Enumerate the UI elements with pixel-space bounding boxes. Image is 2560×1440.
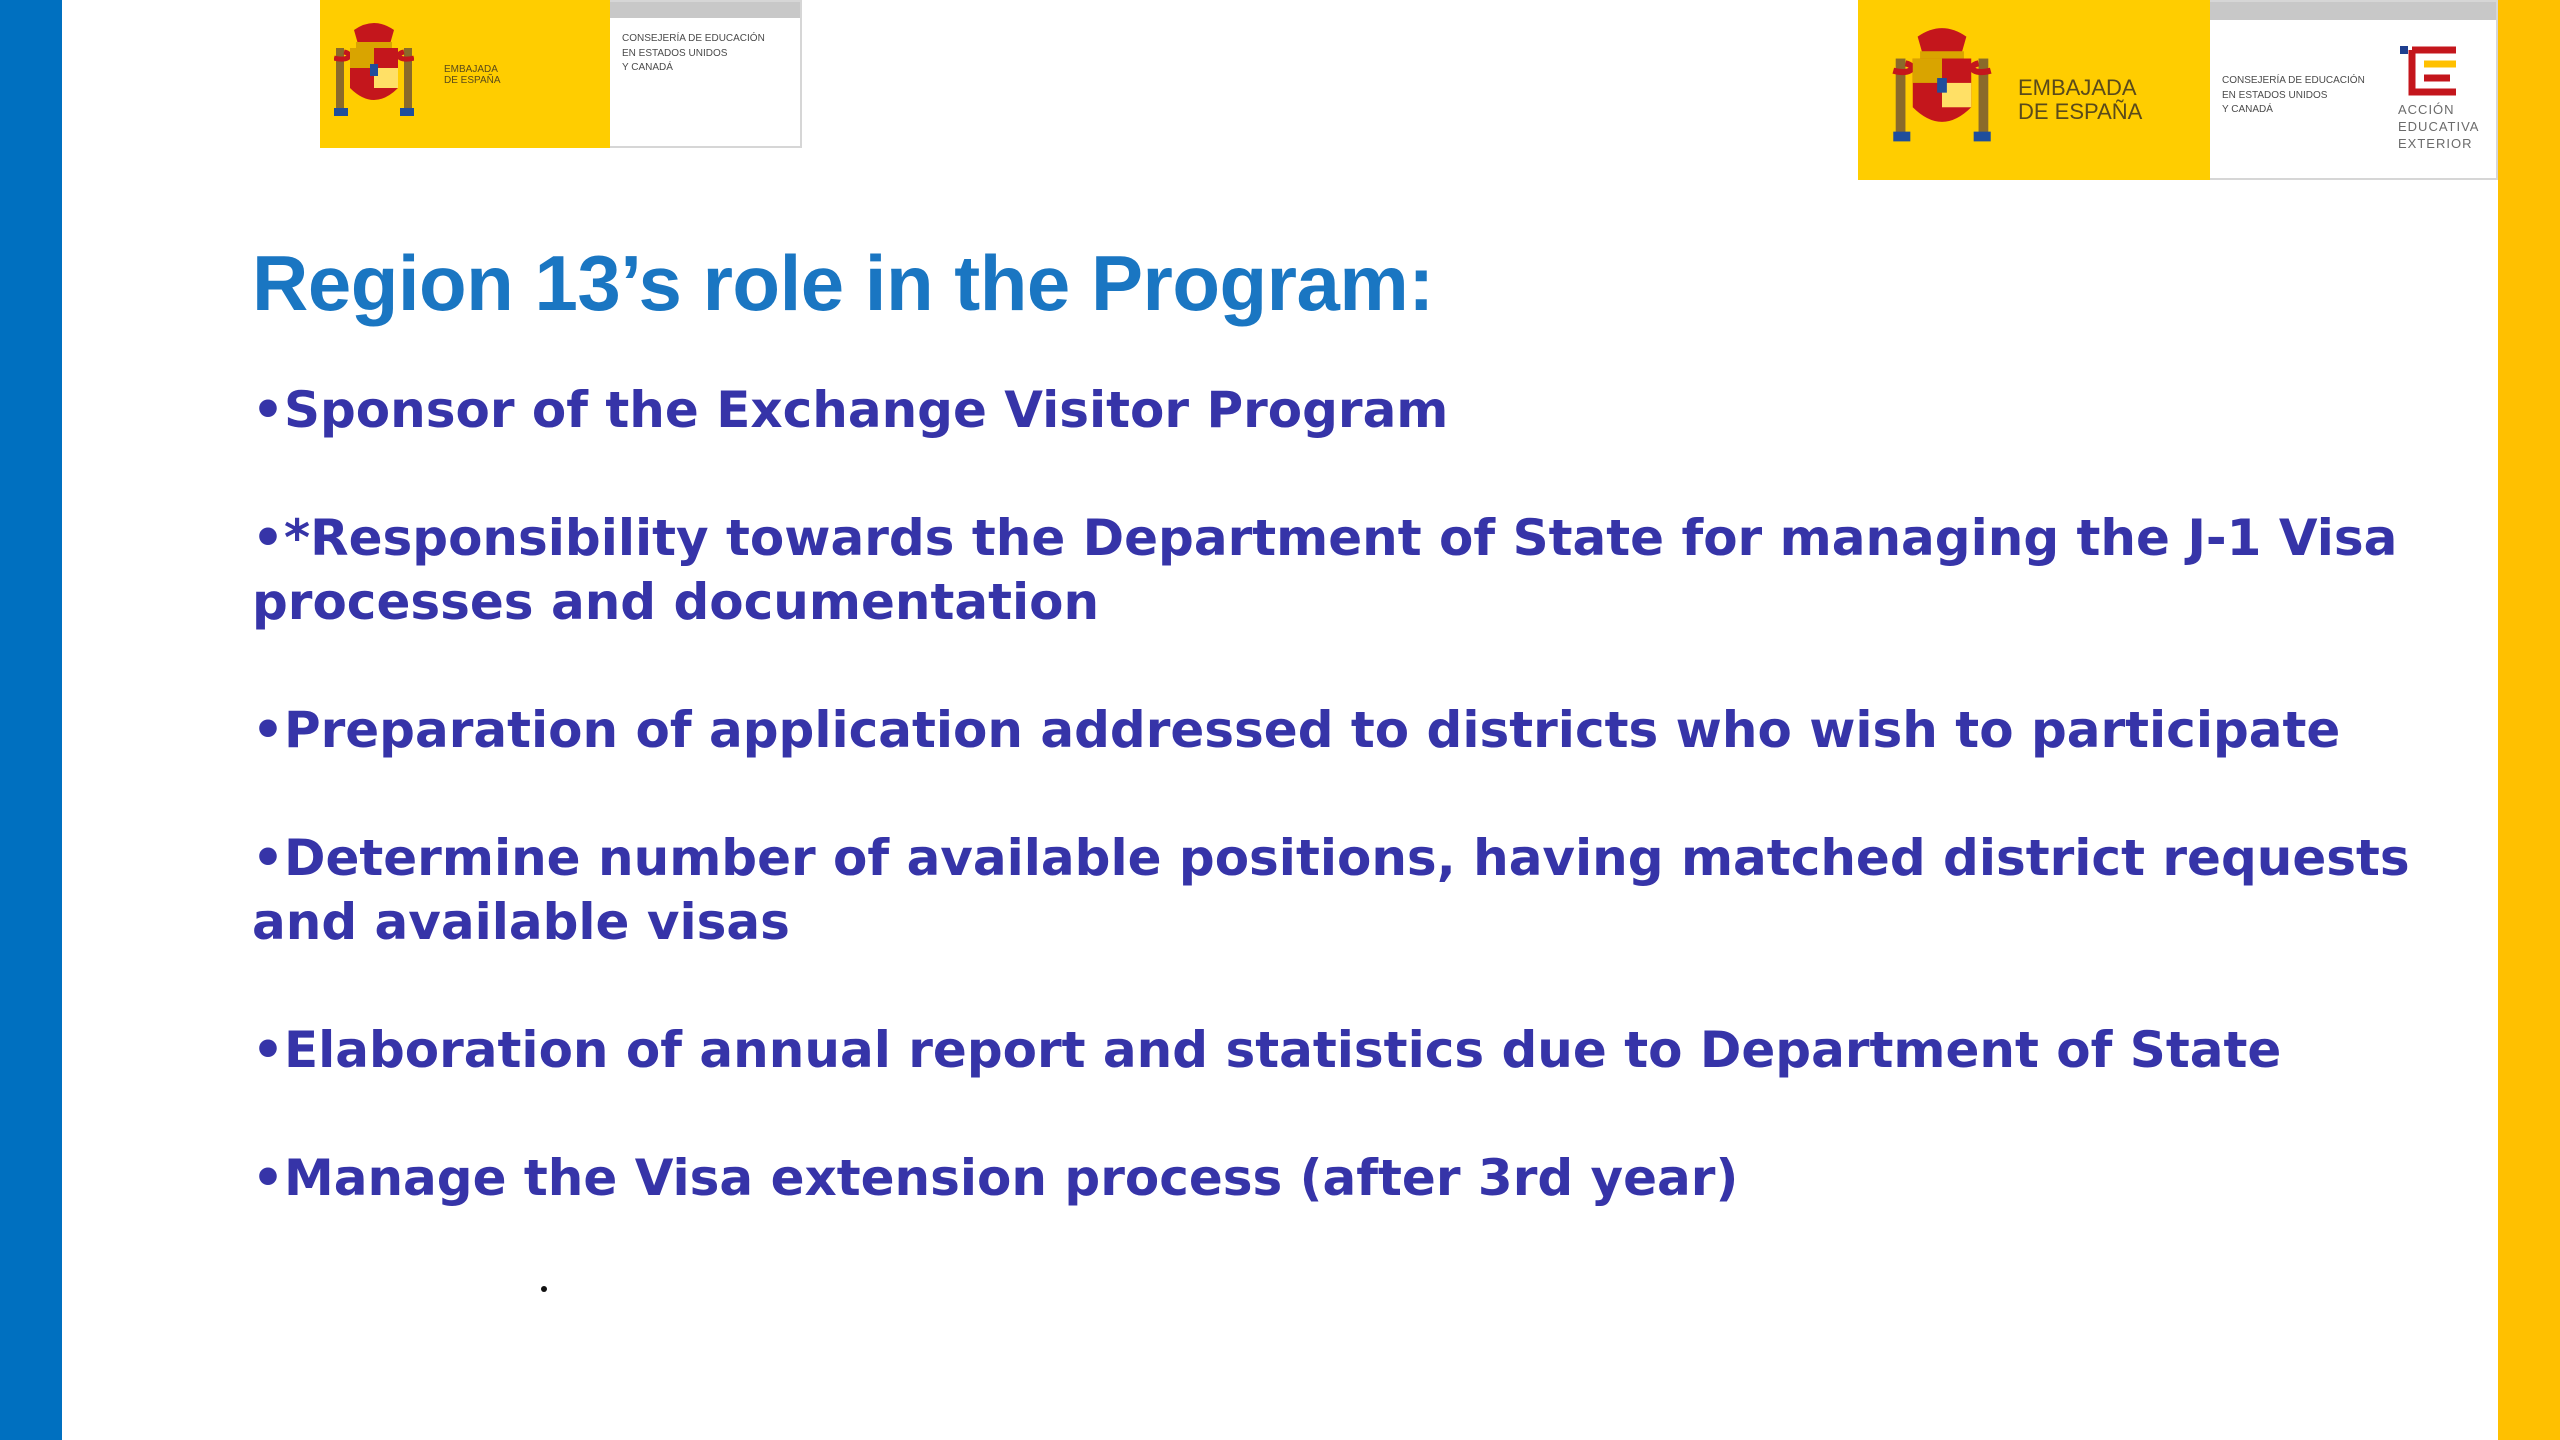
embassy-logo-right: [1858, 0, 2498, 180]
bullet-item: •Manage the Visa extension process (after 3rd year): [252, 1149, 1739, 1207]
accion-educativa-exterior-logo: [2398, 42, 2488, 153]
accion-educativa-exterior-logo-icon: [2398, 42, 2460, 98]
bullet-item: •Elaboration of annual report and statistics due to Department of State: [252, 1021, 2282, 1079]
right-yellow-bar: [2498, 0, 2560, 1440]
embajada-label: EMBAJADA DE ESPAÑA: [2018, 75, 2143, 125]
spain-coat-of-arms-icon: [334, 18, 414, 128]
bullet-list: [252, 378, 2452, 1274]
left-blue-bar: [0, 0, 62, 1440]
embassy-logo-yellow-panel: [1858, 0, 2210, 180]
bullet-item: •Sponsor of the Exchange Visitor Program: [252, 381, 1449, 439]
embassy-logo-yellow-panel: [320, 0, 610, 148]
spain-coat-of-arms-icon: [1888, 22, 1996, 156]
consejeria-logo-panel: [610, 0, 802, 148]
consejeria-label: CONSEJERÍA DE EDUCACIÓN EN ESTADOS UNIDOS Y CANADÁ: [2222, 75, 2365, 115]
embajada-label: EMBAJADA DE ESPAÑA: [444, 64, 501, 86]
bullet-item: •*Responsibility towards the Department of State for managing the J-1 Visa processes and documentation: [252, 509, 2398, 631]
bullet-item: •Determine number of available positions, having matched district requests and available visas: [252, 829, 2410, 951]
slide-title: Region 13’s role in the Program:: [252, 239, 1434, 327]
stray-dot: [541, 1286, 547, 1292]
embassy-logo-left: [320, 0, 802, 148]
bullet-item: •Preparation of application addressed to districts who wish to participate: [252, 701, 2341, 759]
consejeria-logo-panel: [2210, 0, 2498, 180]
accion-educativa-label: ACCIÓN EDUCATIVA EXTERIOR: [2398, 102, 2480, 151]
consejeria-label: CONSEJERÍA DE EDUCACIÓN EN ESTADOS UNIDOS Y CANADÁ: [622, 33, 765, 73]
